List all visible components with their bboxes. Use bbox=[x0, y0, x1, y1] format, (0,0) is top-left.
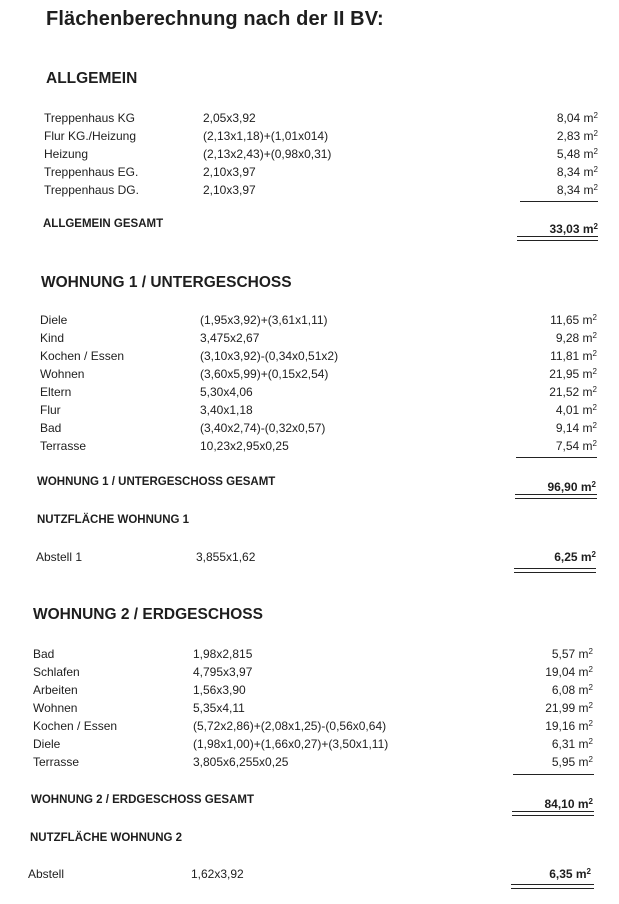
table-row bbox=[0, 329, 619, 347]
room-name: Diele bbox=[33, 737, 61, 751]
sum-line bbox=[516, 457, 597, 458]
room-formula: (2,13x1,18)+(1,01x014) bbox=[203, 129, 329, 143]
room-area: 21,95 $m^2$ bbox=[549, 367, 597, 381]
room-area: 5,48 $m^2$ bbox=[556, 147, 598, 161]
room-formula: (3,40x2,74)-(0,32x0,57) bbox=[200, 421, 326, 435]
nutz-heading-wohnung2: NUTZFLÄCHE WOHNUNG 2 bbox=[30, 832, 183, 844]
room-area: 6,08 $m^2$ bbox=[551, 683, 593, 697]
table-row bbox=[0, 663, 619, 681]
table-row bbox=[0, 735, 619, 753]
double-underline bbox=[515, 494, 597, 499]
section-heading-wohnung2: WOHNUNG 2 / ERDGESCHOSS bbox=[33, 606, 263, 623]
room-name: Terrasse bbox=[40, 439, 87, 453]
room-formula: (5,72x2,86)+(2,08x1,25)-(0,56x0,64) bbox=[193, 719, 387, 733]
table-row bbox=[0, 163, 619, 181]
room-formula: (1,95x3,92)+(3,61x1,11) bbox=[200, 313, 328, 327]
room-area: 11,81 $m^2$ bbox=[550, 349, 597, 363]
double-underline bbox=[511, 884, 594, 889]
room-name: Abstell 1 bbox=[36, 550, 83, 564]
table-row bbox=[0, 383, 619, 401]
total-value-wohnung2: 84,10 $m^2$ bbox=[544, 797, 593, 811]
table-row bbox=[0, 365, 619, 383]
room-name: Schlafen bbox=[33, 665, 80, 679]
room-area: 9,14 $m^2$ bbox=[555, 421, 597, 435]
room-formula: 4,795x3,97 bbox=[193, 665, 253, 679]
room-name: Bad bbox=[40, 421, 62, 435]
table-row bbox=[0, 181, 619, 199]
table-row bbox=[0, 311, 619, 329]
room-area: 2,83 $m^2$ bbox=[556, 129, 598, 143]
nutz-heading-wohnung1: NUTZFLÄCHE WOHNUNG 1 bbox=[37, 514, 190, 526]
room-area: 11,65 $m^2$ bbox=[550, 313, 597, 327]
room-formula: (1,98x1,00)+(1,66x0,27)+(3,50x1,11) bbox=[193, 737, 389, 751]
room-area: 19,04 $m^2$ bbox=[545, 665, 593, 679]
total-label-allgemein: ALLGEMEIN GESAMT bbox=[43, 218, 164, 230]
room-formula: 10,23x2,95x0,25 bbox=[200, 439, 289, 453]
page-title: Flächenberechnung nach der II BV: bbox=[46, 8, 384, 30]
room-name: Flur bbox=[40, 403, 61, 417]
sum-line bbox=[520, 201, 598, 202]
room-area: 8,34 $m^2$ bbox=[556, 165, 598, 179]
room-name: Heizung bbox=[44, 147, 89, 161]
room-area: 8,34 $m^2$ bbox=[556, 183, 598, 197]
sum-line bbox=[513, 774, 594, 775]
room-formula: 3,805x6,255x0,25 bbox=[193, 755, 289, 769]
room-name: Flur KG./Heizung bbox=[44, 129, 137, 143]
room-name: Treppenhaus DG. bbox=[44, 183, 139, 197]
room-area: 4,01 $m^2$ bbox=[555, 403, 597, 417]
room-formula: (3,60x5,99)+(0,15x2,54) bbox=[200, 367, 329, 381]
table-row bbox=[0, 548, 619, 566]
room-name: Kind bbox=[40, 331, 65, 345]
room-area: 19,16 $m^2$ bbox=[545, 719, 593, 733]
table-row bbox=[0, 437, 619, 455]
room-formula: 2,10x3,97 bbox=[203, 183, 256, 197]
room-area: 21,99 $m^2$ bbox=[545, 701, 593, 715]
total-value-allgemein: 33,03 $m^2$ bbox=[549, 222, 598, 236]
room-area: 7,54 $m^2$ bbox=[555, 439, 597, 453]
table-row bbox=[0, 109, 619, 127]
room-area: 6,31 $m^2$ bbox=[551, 737, 593, 751]
double-underline bbox=[514, 568, 596, 573]
section-heading-wohnung1: WOHNUNG 1 / UNTERGESCHOSS bbox=[41, 274, 292, 291]
room-name: Bad bbox=[33, 647, 55, 661]
room-name: Wohnen bbox=[33, 701, 78, 715]
room-area: 6,25 $m^2$ bbox=[554, 550, 596, 564]
room-name: Treppenhaus EG. bbox=[44, 165, 139, 179]
room-formula: 1,56x3,90 bbox=[193, 683, 246, 697]
room-formula: 1,98x2,815 bbox=[193, 647, 253, 661]
room-name: Treppenhaus KG bbox=[44, 111, 135, 125]
room-formula: (2,13x2,43)+(0,98x0,31) bbox=[203, 147, 332, 161]
double-underline bbox=[517, 236, 598, 241]
table-row bbox=[0, 419, 619, 437]
room-area: 8,04 $m^2$ bbox=[556, 111, 598, 125]
room-area: 5,57 $m^2$ bbox=[551, 647, 593, 661]
total-value-wohnung1: 96,90 $m^2$ bbox=[547, 480, 596, 494]
room-area: 9,28 $m^2$ bbox=[555, 331, 597, 345]
room-formula: 3,475x2,67 bbox=[200, 331, 260, 345]
room-name: Kochen / Essen bbox=[33, 719, 118, 733]
room-formula: (3,10x3,92)-(0,34x0,51x2) bbox=[200, 349, 339, 363]
table-row bbox=[0, 753, 619, 771]
room-formula: 5,30x4,06 bbox=[200, 385, 253, 399]
room-name: Diele bbox=[40, 313, 68, 327]
room-formula: 2,10x3,97 bbox=[203, 165, 256, 179]
room-name: Abstell bbox=[28, 867, 65, 881]
room-formula: 2,05x3,92 bbox=[203, 111, 256, 125]
table-row bbox=[0, 401, 619, 419]
room-name: Eltern bbox=[40, 385, 72, 399]
room-area: 21,52 $m^2$ bbox=[549, 385, 597, 399]
room-name: Kochen / Essen bbox=[40, 349, 125, 363]
room-formula: 1,62x3,92 bbox=[191, 867, 244, 881]
room-name: Terrasse bbox=[33, 755, 80, 769]
table-row bbox=[0, 699, 619, 717]
table-row bbox=[0, 645, 619, 663]
table-row bbox=[0, 145, 619, 163]
room-name: Wohnen bbox=[40, 367, 85, 381]
section-heading-allgemein: ALLGEMEIN bbox=[46, 70, 138, 87]
total-label-wohnung1: WOHNUNG 1 / UNTERGESCHOSS GESAMT bbox=[37, 476, 276, 488]
table-row bbox=[0, 347, 619, 365]
table-row bbox=[0, 127, 619, 145]
room-formula: 5,35x4,11 bbox=[193, 701, 245, 715]
table-row bbox=[0, 717, 619, 735]
double-underline bbox=[512, 811, 594, 816]
room-name: Arbeiten bbox=[33, 683, 78, 697]
room-area: 5,95 $m^2$ bbox=[551, 755, 593, 769]
room-formula: 3,855x1,62 bbox=[196, 550, 256, 564]
room-area: 6,35 $m^2$ bbox=[549, 867, 591, 881]
table-row bbox=[0, 865, 619, 883]
table-row bbox=[0, 681, 619, 699]
room-formula: 3,40x1,18 bbox=[200, 403, 253, 417]
total-label-wohnung2: WOHNUNG 2 / ERDGESCHOSS GESAMT bbox=[31, 794, 254, 806]
